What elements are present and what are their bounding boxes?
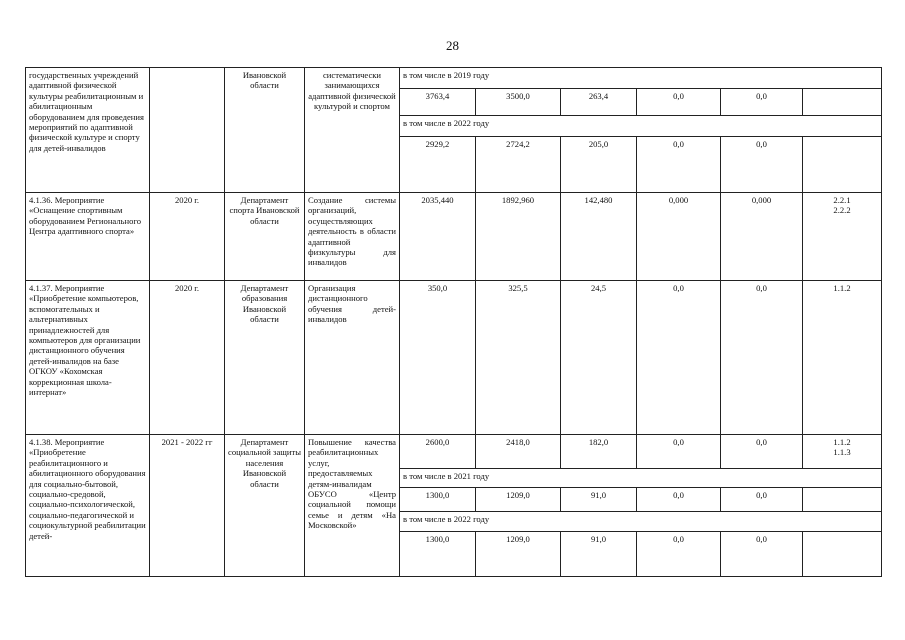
- value-cell: 0,0: [637, 281, 721, 435]
- value-cell: 0,0: [721, 89, 803, 116]
- program-table: [25, 67, 882, 577]
- value-cell: 205,0: [561, 137, 637, 193]
- value-cell: 0,0: [637, 435, 721, 469]
- result-cell: Повышение качества реабилитационных услуг, предоставляемых детям-инвалидам ОБУСО «Центр социальной помощи семье и детям «На Московской»: [305, 435, 400, 577]
- indicator-cell: 1.1.2 1.1.3: [803, 435, 882, 469]
- activity-name-cell: государственных учреждений адаптивной физической культуры реабилитационным и абилитационным оборудованием для проведения мероприятий по адаптивной физической культуре и спорту для детей-инвалидов: [26, 68, 150, 193]
- subheader-2021: в том числе в 2021 году: [400, 469, 882, 488]
- activity-name-cell: 4.1.38. Мероприятие «Приобретение реабилитационного и абилитационного оборудования для социально-бытовой, социально-средовой, социально-психологической, социально-педагогической и социокультурной реабилитации детей-: [26, 435, 150, 577]
- value-cell: 0,0: [637, 89, 721, 116]
- value-cell: 91,0: [561, 488, 637, 512]
- value-cell: 24,5: [561, 281, 637, 435]
- value-cell: 2418,0: [476, 435, 561, 469]
- value-cell: 263,4: [561, 89, 637, 116]
- subheader-2019: в том числе в 2019 году: [400, 68, 882, 89]
- value-cell: 1209,0: [476, 532, 561, 577]
- value-cell: 91,0: [561, 532, 637, 577]
- value-cell: 0,0: [721, 281, 803, 435]
- value-cell: 0,0: [721, 137, 803, 193]
- result-cell: Организация дистанционного обучения детей-инвалидов: [305, 281, 400, 435]
- executor-cell: Департамент социальной защиты населения Ивановской области: [225, 435, 305, 577]
- value-cell: 1300,0: [400, 532, 476, 577]
- value-cell: 0,0: [721, 488, 803, 512]
- table-row: [26, 68, 882, 89]
- value-cell: 2600,0: [400, 435, 476, 469]
- term-cell: [150, 68, 225, 193]
- value-cell: 0,0: [637, 532, 721, 577]
- activity-name-cell: 4.1.37. Мероприятие «Приобретение компьютеров, вспомогательных и альтернативных принадлежностей для компьютеров для организации дистанционного обучения детей-инвалидов на базе ОГКОУ «Кохомская коррекционная школа-интернат»: [26, 281, 150, 435]
- page-number: 28: [446, 38, 459, 53]
- value-cell: 0,000: [637, 193, 721, 281]
- value-cell: 0,0: [637, 488, 721, 512]
- table-row: [26, 281, 882, 435]
- subheader-2022: в том числе в 2022 году: [400, 116, 882, 137]
- term-cell: 2020 г.: [150, 193, 225, 281]
- executor-cell: Департамент образования Ивановской области: [225, 281, 305, 435]
- indicator-cell: 2.2.1 2.2.2: [803, 193, 882, 281]
- value-cell: 3500,0: [476, 89, 561, 116]
- table-row: [26, 193, 882, 281]
- value-cell: 2035,440: [400, 193, 476, 281]
- value-cell: 0,000: [721, 193, 803, 281]
- executor-cell: Департамент спорта Ивановской области: [225, 193, 305, 281]
- indicator-cell: [803, 488, 882, 512]
- table-row: [26, 435, 882, 469]
- value-cell: 3763,4: [400, 89, 476, 116]
- indicator-cell: [803, 532, 882, 577]
- term-cell: 2021 - 2022 гг: [150, 435, 225, 577]
- term-cell: 2020 г.: [150, 281, 225, 435]
- executor-cell: Ивановской области: [225, 68, 305, 193]
- value-cell: 0,0: [637, 137, 721, 193]
- value-cell: 2724,2: [476, 137, 561, 193]
- indicator-cell: [803, 137, 882, 193]
- value-cell: 2929,2: [400, 137, 476, 193]
- value-cell: 1892,960: [476, 193, 561, 281]
- result-cell: Создание системы организаций, осуществляющих деятельность в области адаптивной физкультуры для инвалидов: [305, 193, 400, 281]
- value-cell: 1209,0: [476, 488, 561, 512]
- value-cell: 182,0: [561, 435, 637, 469]
- result-cell: систематически занимающихся адаптивной физической культурой и спортом: [305, 68, 400, 193]
- value-cell: 0,0: [721, 532, 803, 577]
- indicator-cell: [803, 89, 882, 116]
- value-cell: 142,480: [561, 193, 637, 281]
- activity-name-cell: 4.1.36. Мероприятие «Оснащение спортивным оборудованием Регионального Центра адаптивного спорта»: [26, 193, 150, 281]
- value-cell: 325,5: [476, 281, 561, 435]
- subheader-2022: в том числе в 2022 году: [400, 512, 882, 532]
- indicator-cell: 1.1.2: [803, 281, 882, 435]
- value-cell: 350,0: [400, 281, 476, 435]
- value-cell: 1300,0: [400, 488, 476, 512]
- value-cell: 0,0: [721, 435, 803, 469]
